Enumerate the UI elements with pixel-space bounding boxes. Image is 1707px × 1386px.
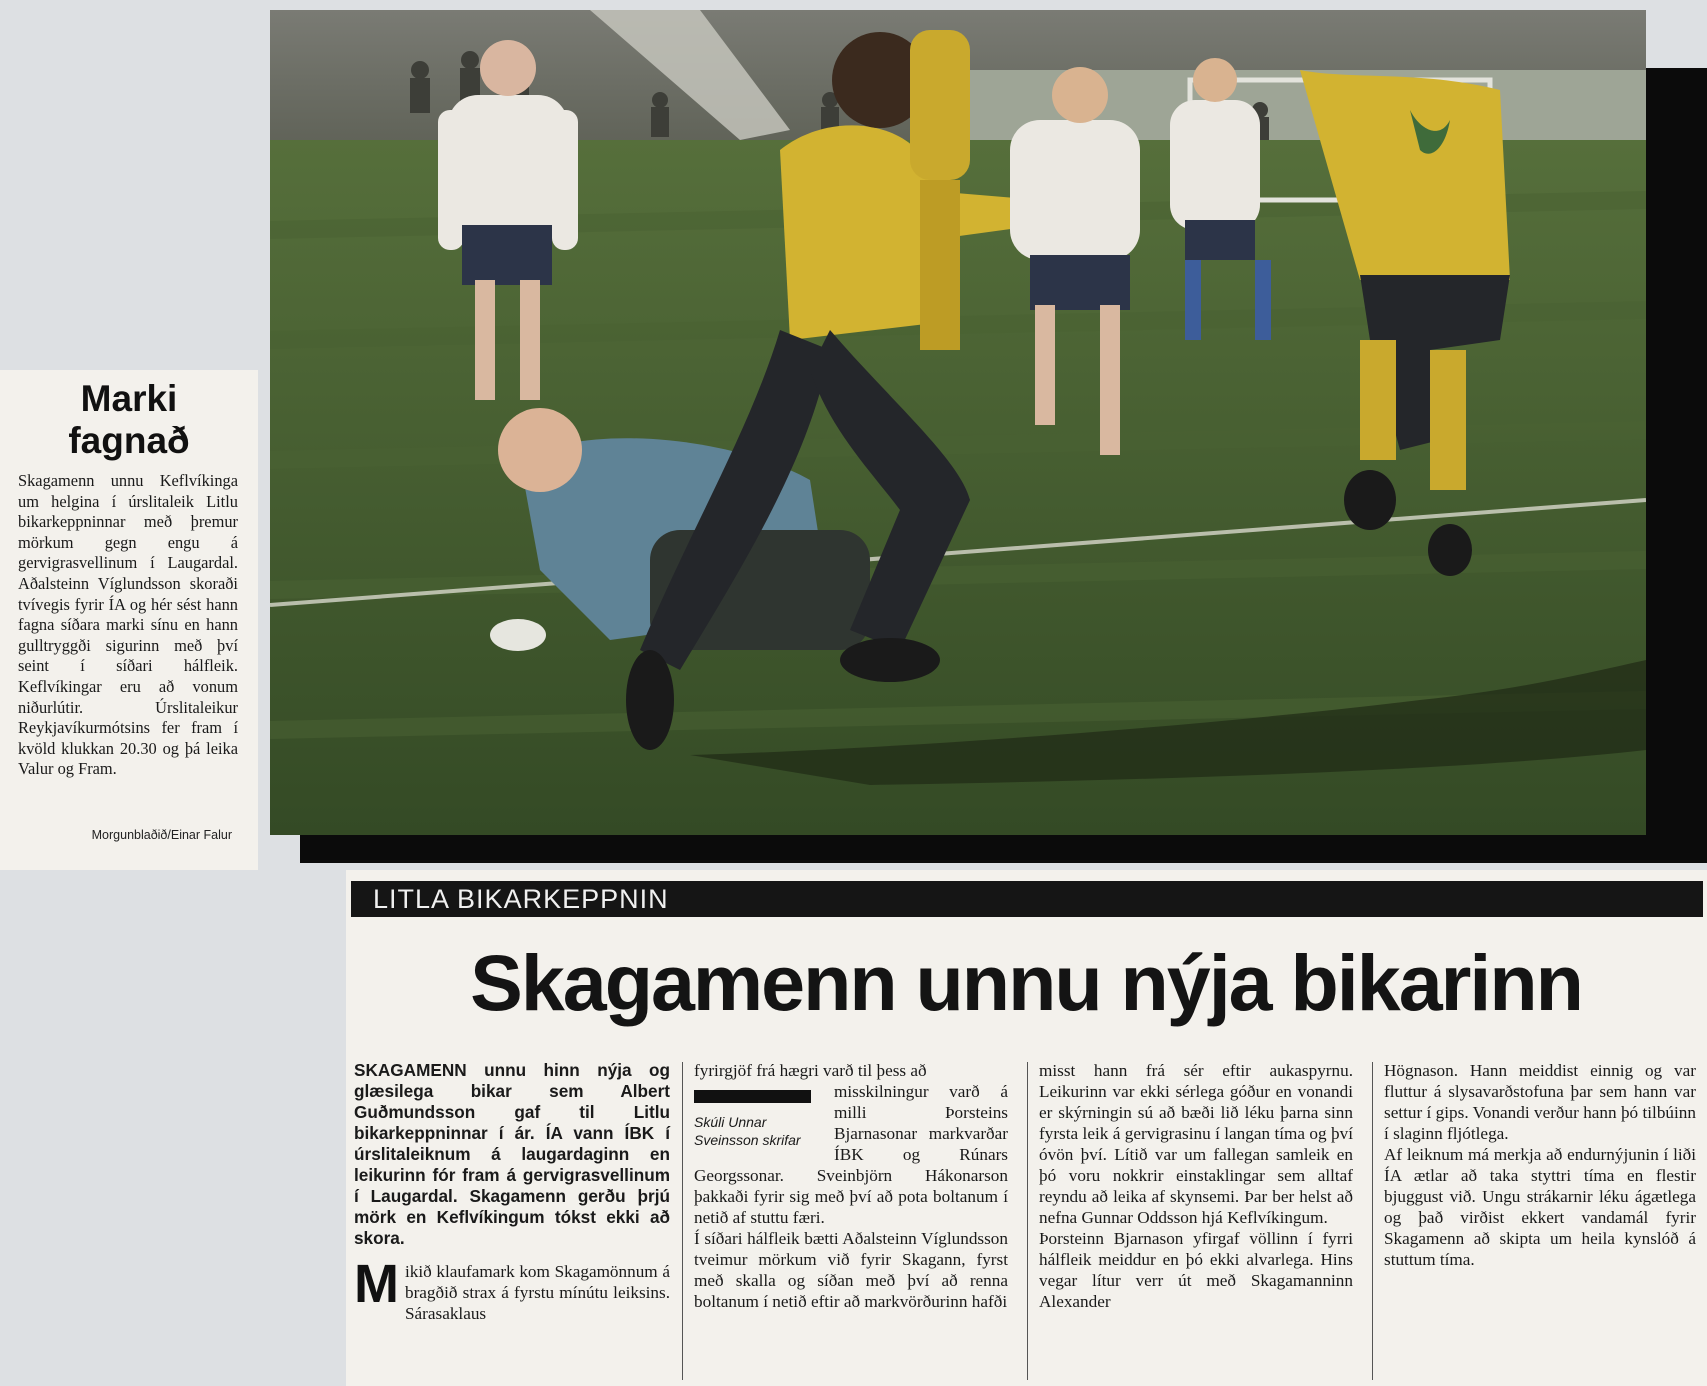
photograph-football-match-icon	[270, 10, 1646, 835]
byline-text: Skúli Unnar Sveinsson skrifar	[694, 1114, 801, 1148]
caption-title-line2: fagnað	[68, 420, 190, 461]
caption-title	[10, 378, 248, 462]
column-rule	[1372, 1062, 1373, 1380]
caption-text: Skagamenn unnu Keflvíkinga um helgina í úrslitaleik Litlu bikarkeppninnar með þremur mörkum gegn engu á gervigrasvellinum í Laugardal. Aðalsteinn Víglundsson skoraði tvívegis fyrir ÍA og hér sést hann fagna síðara marki sínu en hann gulltryggði sigurinn með því seint í síðari hálfleik. Keflvíkingar eru að vonum niðurlútir. Úrslitaleikur Reykjavíkurmótsins fer fram í kvöld klukkan 20.30 og þá leika Valur og Fram.	[18, 471, 238, 779]
byline	[694, 1081, 822, 1149]
caption-title-line1: Marki	[80, 378, 178, 419]
photo-credit: Morgunblaðið/Einar Falur	[91, 828, 232, 842]
match-photograph	[270, 10, 1646, 835]
column2-wrap: misskilningur varð á milli Þorsteins Bjarnasonar markvarðar ÍBK og Rúnars Georgssonar. Sveinbjörn Hákonarson þakkaði fyrir sig með því að pota boltanum í netið af stuttu færi.	[694, 1082, 1008, 1227]
column1-body: ikið klaufamark kom Skagamönnum á bragðið strax á fyrstu mínútu leiksins. Sárasaklaus	[404, 1262, 670, 1323]
column4-paragraph-1: Högnason. Hann meiddist einnig og var fluttur á slysavarðstofuna þar sem hann var settur í gips. Vonandi verður hann þó tilbúinn í slaginn fljótlega.	[1384, 1061, 1696, 1143]
article-column-3	[1039, 1060, 1353, 1312]
article-column-2	[694, 1060, 1008, 1312]
article-paragraph	[354, 1254, 670, 1324]
column3-paragraph-1: misst hann frá sér eftir aukaspyrnu. Leikurinn var ekki sérlega góður en vonandi er skýrningin sú að bæði lið léku þarna sinn fyrsta leik á gervigrasinu í langan tíma og því óvön því. Lítið var um fallegan samleik en þó voru nokkrir einstaklingar sem alltaf reyndu að leika af skynsemi. Þar ber helst að nefna Gunnar Oddsson hjá Keflvíkingum.	[1039, 1061, 1353, 1227]
photo-caption	[0, 370, 258, 870]
column-rule	[1027, 1062, 1028, 1380]
column-rule	[682, 1062, 683, 1380]
column2-top: fyrirgjöf frá hægri varð til þess að	[694, 1061, 927, 1080]
drop-cap: M	[354, 1254, 399, 1314]
article-lead: SKAGAMENN unnu hinn nýja og glæsilega bikar sem Albert Guðmundsson gaf til Litlu bikarkeppninnar í ár. ÍA vann ÍBK í úrslitaleiknum á laugardaginn en leikurinn fór fram á gervigrasvellinum í Laugardal. Skagamenn gerðu þrjú mörk en Keflvíkingum tókst ekki að skora.	[354, 1060, 670, 1248]
article-headline: Skagamenn unnu nýja bikarinn	[470, 938, 1582, 1027]
column4-paragraph-2: Af leiknum má merkja að endurnýjunin í liði ÍA ætlar að taka styttri tíma en flestir bjuggust við. Ungu strákarnir léku ágætlega og það virðist ekkert vandamál fyrir Skagamenn að skipta um heila kynslóð á stuttum tíma.	[1384, 1145, 1696, 1269]
column3-paragraph-2: Þorsteinn Bjarnason yfirgaf völlinn í fyrri hálfleik meiddur en þó ekki alvarlega. Hins vegar lítur verr út með Skagamanninn Alexander	[1039, 1229, 1353, 1311]
column2-paragraph-2: Í síðari hálfleik bætti Aðalsteinn Víglundsson tveimur mörkum við fyrir Skagann, fyrst með skalla og síðan með því að renna boltanum í netið eftir að markvörðurinn hafði	[694, 1229, 1008, 1311]
article-column-1	[354, 1060, 670, 1324]
article-column-4	[1384, 1060, 1696, 1270]
byline-bar	[694, 1090, 811, 1103]
section-kicker: LITLA BIKARKEPPNIN	[351, 881, 1703, 917]
